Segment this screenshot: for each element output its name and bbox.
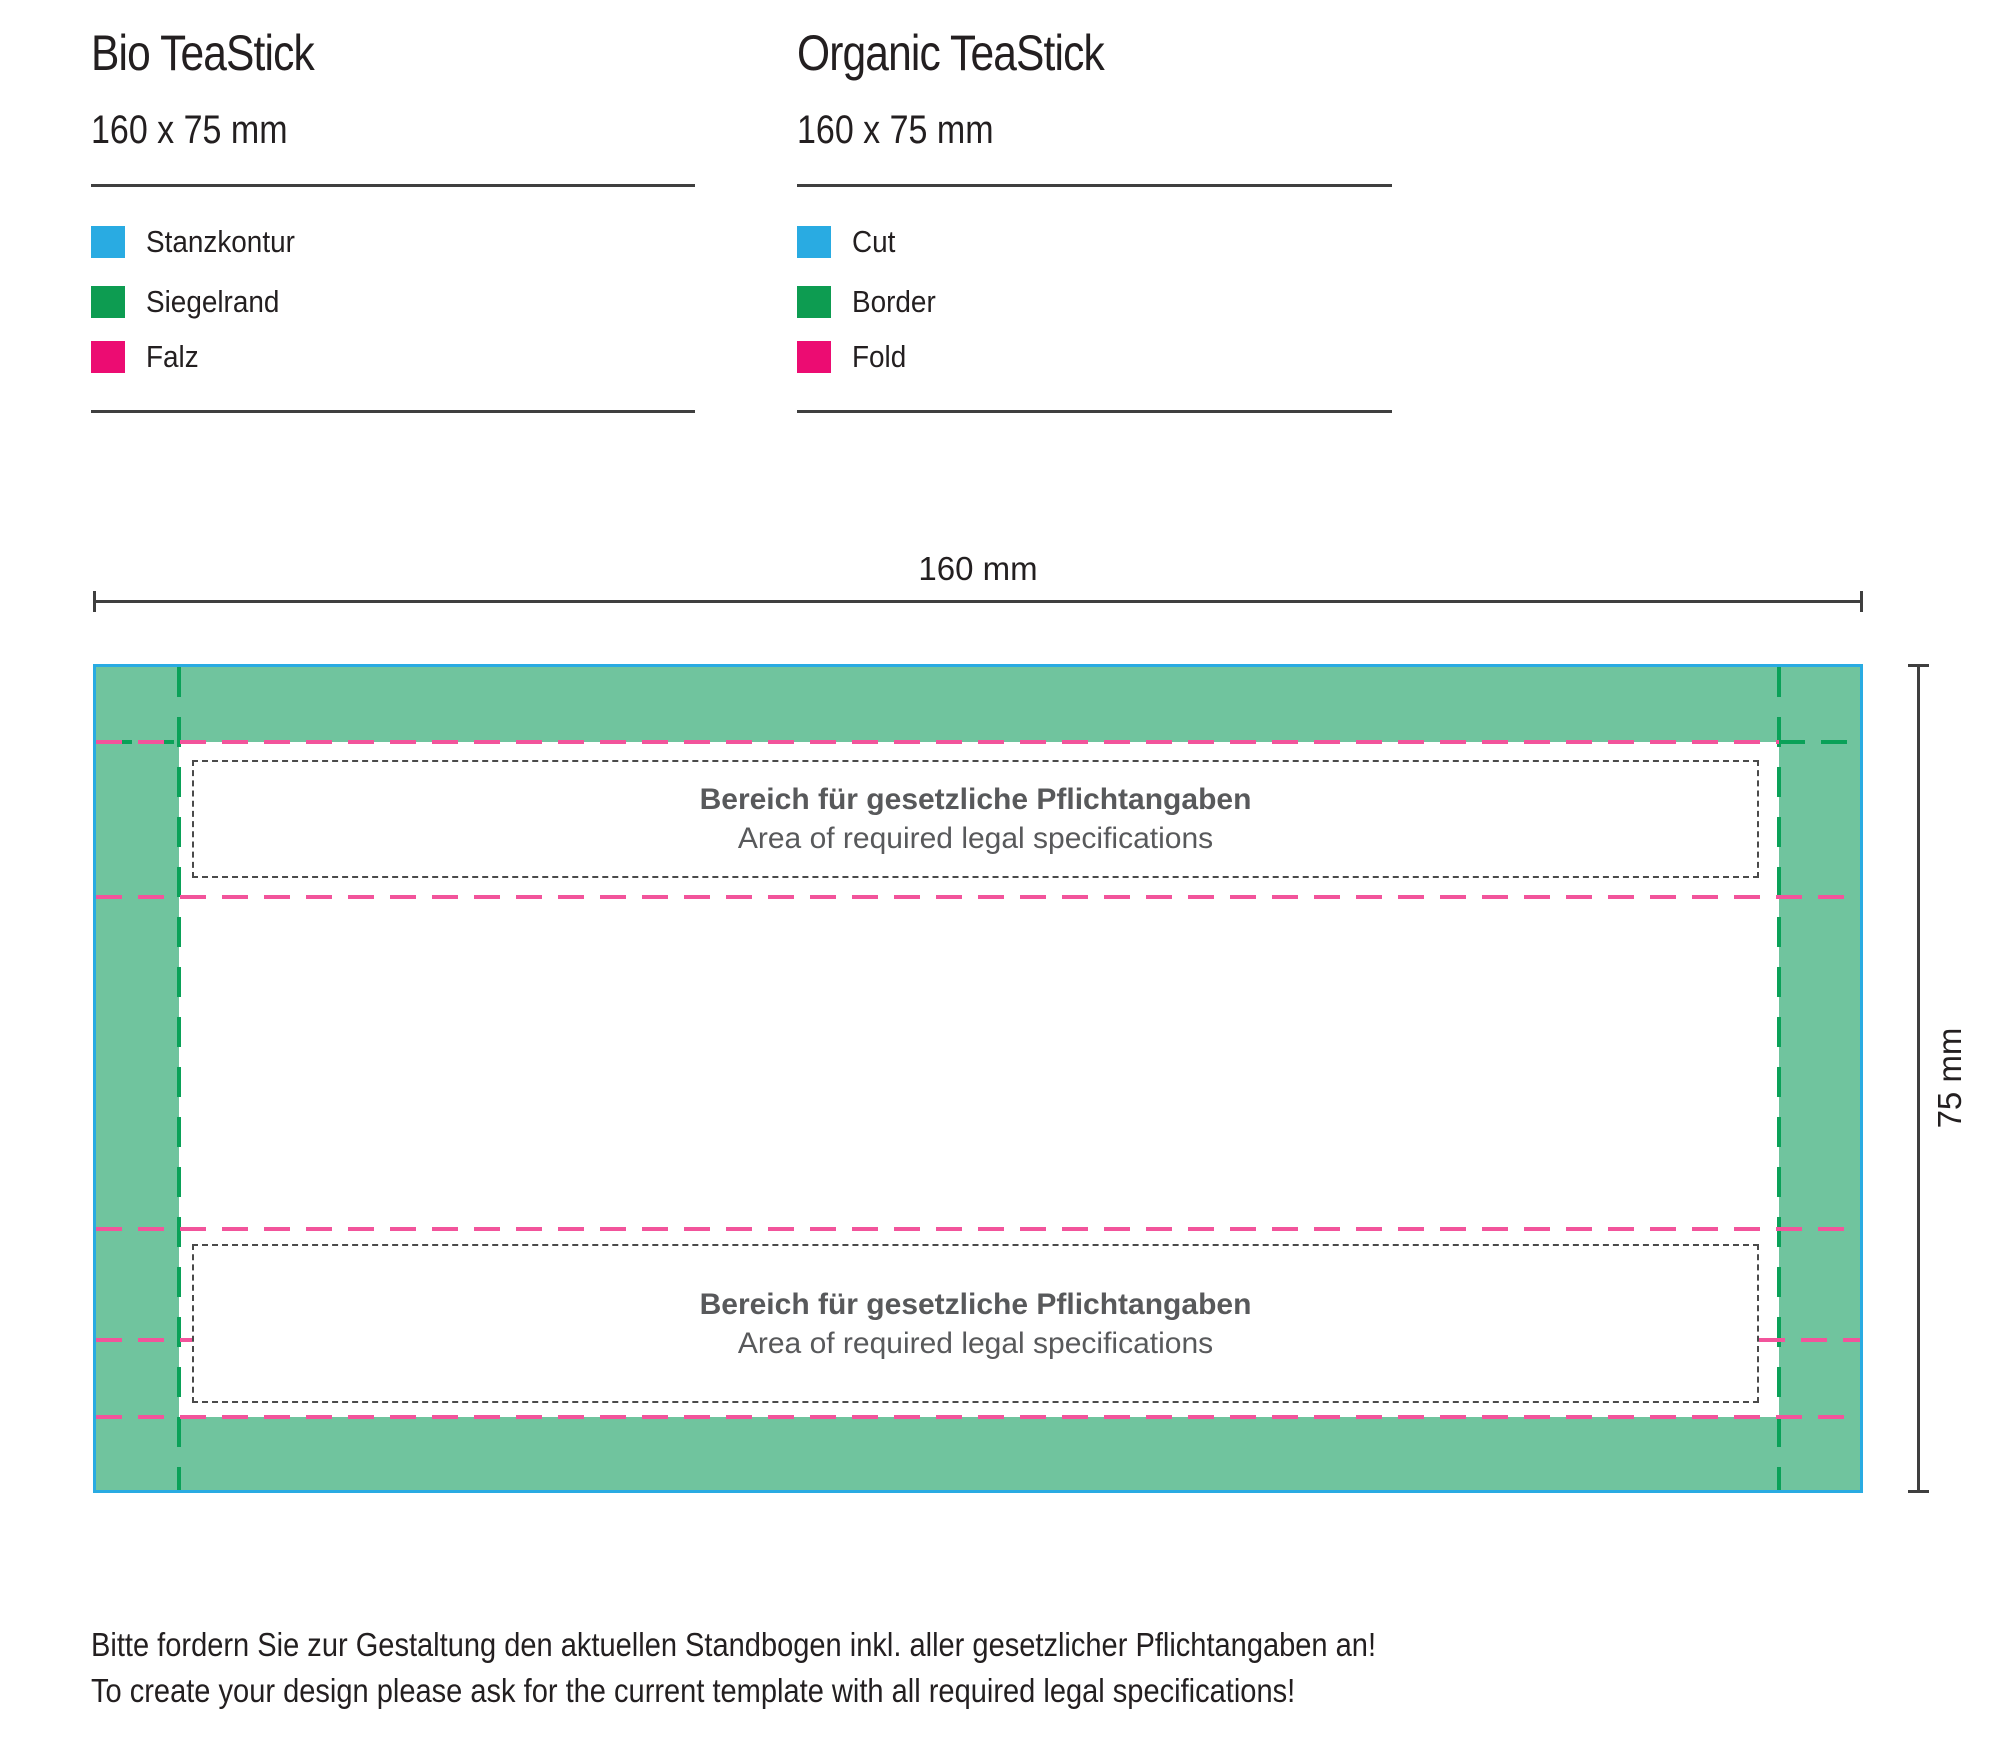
fold-line-4-left [96, 1338, 192, 1342]
page-title-text: Organic TeaStick [797, 25, 1104, 81]
legend-item-cut [797, 226, 900, 258]
fold-color-swatch [797, 341, 831, 373]
fold-line-5 [96, 1415, 1860, 1419]
fold-color-swatch [91, 341, 125, 373]
page-title-text: Bio TeaStick [91, 25, 314, 81]
divider-line [91, 410, 695, 413]
product-dimensions-text: 160 x 75 mm [91, 108, 288, 152]
legend-item-stanzkontur [91, 226, 311, 258]
legend-label-text: Siegelrand [146, 284, 280, 319]
legal-area-title-en: Area of required legal specifications [737, 822, 1214, 855]
legend-label [852, 284, 945, 320]
legal-area-top [192, 760, 1759, 878]
page-title [91, 24, 353, 82]
legal-area-title-en: Area of required legal specifications [737, 1326, 1214, 1360]
height-dimension [1903, 664, 1973, 1493]
height-dimension-label: 75 mm [1931, 1027, 1968, 1129]
fold-line-2 [96, 895, 1860, 899]
legal-area-title-de: Bereich für gesetzliche Pflichtangaben [699, 783, 1252, 816]
legal-area-bottom [192, 1244, 1759, 1403]
dimension-tick [93, 591, 96, 612]
seal-border-dash-top-right [1779, 740, 1860, 744]
width-dimension-label: 160 mm [918, 550, 1038, 587]
divider-line [91, 184, 695, 187]
seal-border-dash-left [177, 667, 181, 1490]
cut-color-swatch [91, 226, 125, 258]
product-dimensions [91, 108, 322, 153]
panel-german [91, 0, 695, 520]
legal-area-title-de: Bereich für gesetzliche Pflichtangaben [699, 1287, 1252, 1321]
product-dimensions [797, 108, 1028, 153]
footer-note-en [91, 1668, 1951, 1714]
legend-label-text: Stanzkontur [146, 224, 295, 259]
dimension-tick [1908, 664, 1929, 667]
footer-note [91, 1622, 1951, 1714]
legend-label-text: Falz [146, 339, 199, 374]
teastick-template-diagram [93, 664, 1863, 1493]
dimension-tick [1908, 1490, 1929, 1493]
cut-color-swatch [797, 226, 831, 258]
legend-item-falz [91, 341, 205, 373]
dimension-line [93, 600, 1863, 603]
page-title [797, 24, 1158, 82]
width-dimension [93, 550, 1863, 614]
legend-label [852, 224, 900, 260]
seal-border-dash-right [1777, 667, 1781, 1490]
legend-item-fold [797, 341, 912, 373]
dimension-line [1917, 664, 1920, 1493]
panel-english [797, 0, 1392, 520]
border-color-swatch [91, 286, 125, 318]
legend-label [146, 284, 294, 320]
legend-label [146, 339, 205, 375]
legend-label [146, 224, 311, 260]
divider-line [797, 410, 1392, 413]
legend-label-text: Border [852, 284, 936, 319]
fold-line-1 [96, 740, 1779, 744]
legend-label-text: Fold [852, 339, 907, 374]
footer-note-de [91, 1622, 1951, 1668]
fold-line-4-right [1759, 1338, 1860, 1342]
dimension-tick [1860, 591, 1863, 612]
product-dimensions-text: 160 x 75 mm [797, 108, 994, 152]
legend-label [852, 339, 912, 375]
legend-item-border [797, 286, 945, 318]
divider-line [797, 184, 1392, 187]
legend-label-text: Cut [852, 224, 896, 259]
footer-note-en-text: To create your design please ask for the current template with all required legal specifications! [91, 1672, 1296, 1709]
fold-line-3 [96, 1227, 1860, 1231]
legend-item-siegelrand [91, 286, 294, 318]
border-color-swatch [797, 286, 831, 318]
footer-note-de-text: Bitte fordern Sie zur Gestaltung den aktuellen Standbogen inkl. aller gesetzlicher Pflichtangaben an! [91, 1626, 1377, 1663]
